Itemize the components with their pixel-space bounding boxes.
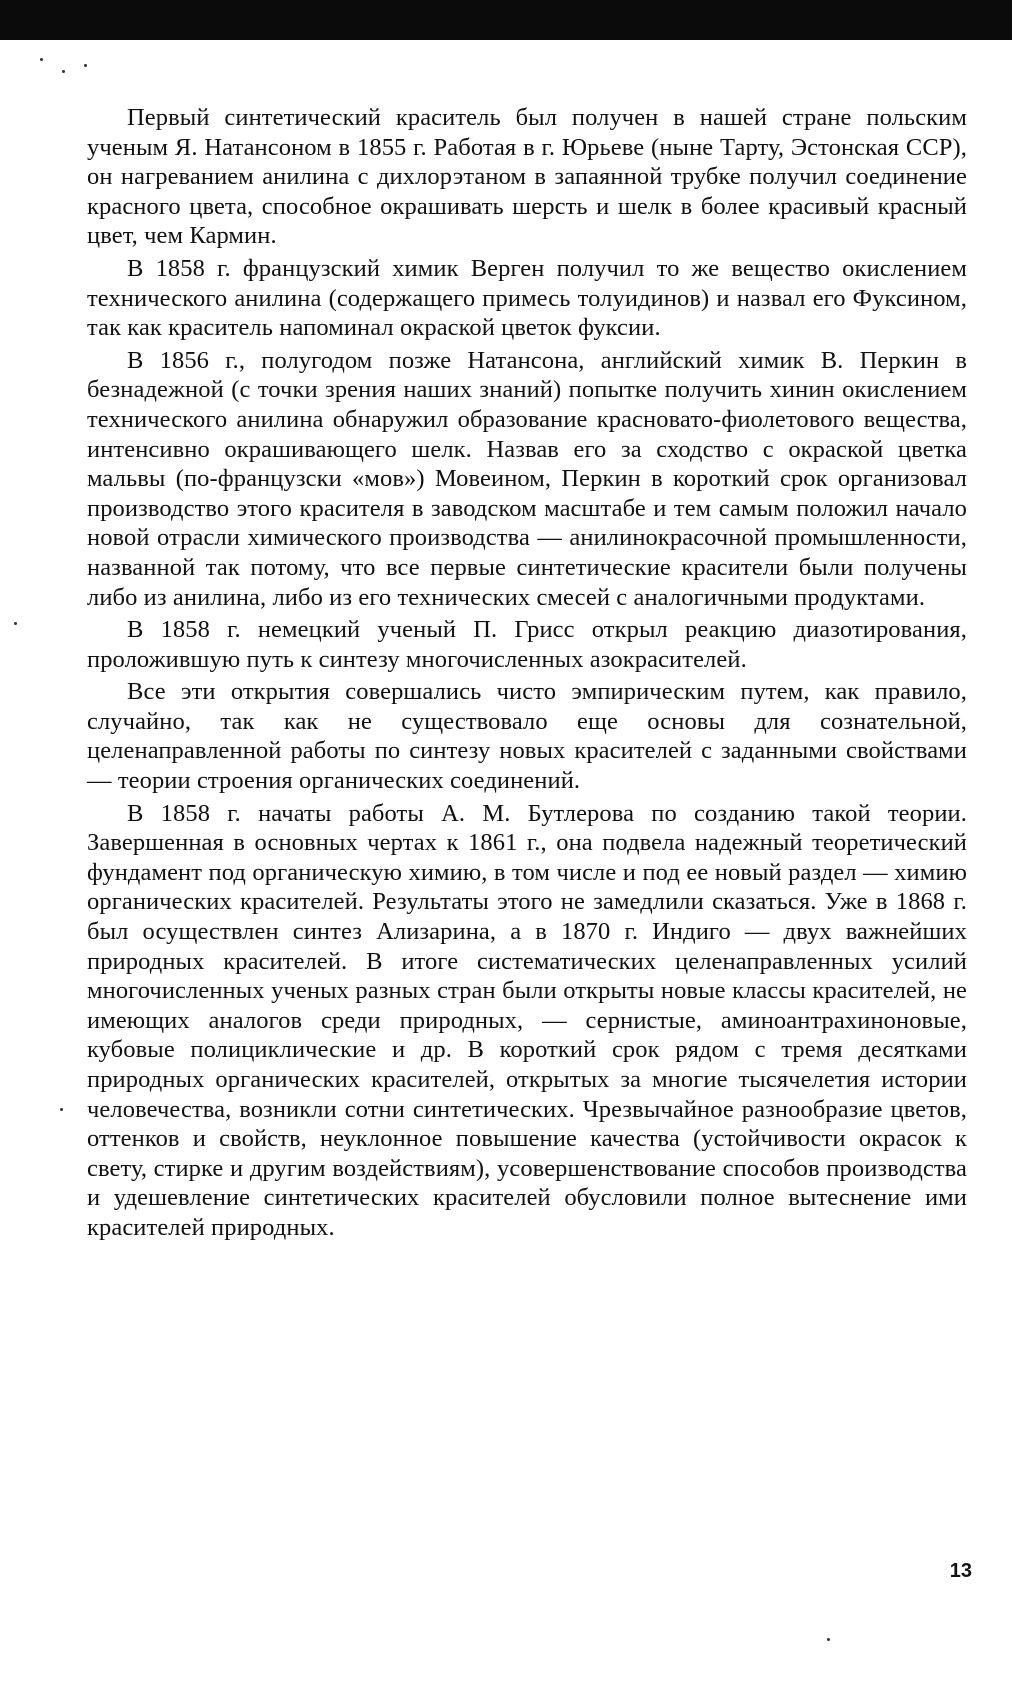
paragraph-empirical: Все эти открытия совершались чисто эмпирическим путем, как правило, случайно, так как не существовало еще основы для сознательной, целенаправленной работы по синтезу новых красителей с заданными свойствами — теории строения органических соединений. — [87, 678, 967, 795]
paragraph-vergen: В 1858 г. французский химик Верген получил то же вещество окислением технического анилина (содержащего примесь толуидинов) и назвал его Фуксином, так как краситель напоминал окраской цветок фуксии. — [87, 254, 967, 342]
scan-speck — [14, 622, 17, 625]
paragraph-perkin: В 1856 г., полугодом позже Натансона, английский химик В. Перкин в безнадежной (с точки зрения наших знаний) попытке получить хинин окислением технического анилина обнаружил образование красновато-фиолетового вещества, интенсивно окрашивающего шелк. Назвав его за сходство с окраской цветка мальвы (по-французски «мов») Мовеином, Перкин в короткий срок организовал производство этого красителя в заводском масштабе и тем самым положил начало новой отрасли химического производства — анилинокрасочной промышленности, названной так потому, что все первые синтетические красители были получены либо из анилина, либо из его технических смесей с аналогичными продуктами. — [87, 346, 967, 611]
page-body — [87, 103, 967, 1246]
page-number: 13 — [949, 1560, 972, 1582]
paragraph-natanson: Первый синтетический краситель был получен в нашей стране польским ученым Я. Натансоном в 1855 г. Работая в г. Юрьеве (ныне Тарту, Эстонская ССР), он нагреванием анилина с дихлорэтаном в запаянной трубке получил соединение красного цвета, способное окрашивать шерсть и шелк в более красивый красный цвет, чем Кармин. — [87, 104, 967, 250]
scan-top-border — [0, 0, 1012, 40]
paragraph-griss: В 1858 г. немецкий ученый П. Грисс открыл реакцию диазотирования, проложившую путь к синтезу многочисленных азокрасителей. — [87, 616, 967, 673]
scan-speck — [827, 1638, 830, 1641]
scan-speck — [40, 58, 43, 61]
paragraph-butlerov: В 1858 г. начаты работы А. М. Бутлерова по созданию такой теории. Завершенная в основных чертах к 1861 г., она подвела надежный теоретический фундамент под органическую химию, в том числе и под ее новый раздел — химию органических красителей. Результаты этого не замедлили сказаться. Уже в 1868 г. был осуществлен синтез Ализарина, а в 1870 г. Индиго — двух важнейших природных красителей. В итоге систематических целенаправленных усилий многочисленных ученых разных стран были открыты новые классы красителей, не имеющих аналогов среди природных, — сернистые, аминоантрахиноновые, кубовые полициклические и др. В короткий срок рядом с тремя десятками природных органических красителей, открытых за многие тысячелетия истории человечества, возникли сотни синтетических. Чрезвычайное разнообразие цветов, оттенков и свойств, неуклонное повышение качества (устойчивости окрасок к свету, стирке и другим воздействиям), усовершенствование способов производства и удешевление синтетических красителей обусловили полное вытеснение ими красителей природных. — [87, 799, 967, 1241]
scan-speck — [84, 64, 87, 67]
scan-speck — [62, 70, 65, 73]
scan-speck — [60, 1108, 63, 1111]
